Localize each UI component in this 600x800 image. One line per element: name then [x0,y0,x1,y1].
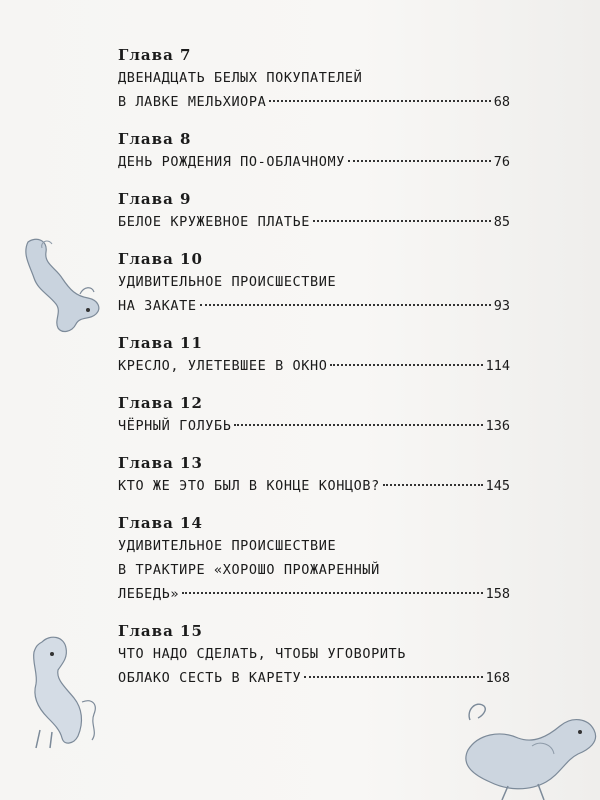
chapter-title-line: ДВЕНАДЦАТЬ БЕЛЫХ ПОКУПАТЕЛЕЙ [118,70,363,86]
chapter-title-line: УДИВИТЕЛЬНОЕ ПРОИСШЕСТВИЕ [118,538,337,554]
page-number: 76 [493,154,510,170]
page-number: 145 [485,478,510,494]
chapter-label: Глава 12 [118,394,203,412]
toc-chapter-11 [118,332,510,378]
toc-entry[interactable] [118,150,510,174]
chapter-label: Глава 13 [118,454,203,472]
toc-entry[interactable] [118,474,510,498]
toc-chapter-13 [118,452,510,498]
page-number: 85 [493,214,510,230]
chapter-title-line: УДИВИТЕЛЬНОЕ ПРОИСШЕСТВИЕ [118,274,337,290]
page-number: 68 [493,94,510,110]
toc-entry[interactable] [118,414,510,438]
poodle-illustration-left-lower [22,632,108,750]
page-number: 93 [493,298,510,314]
chapter-label: Глава 7 [118,46,192,64]
chapter-title-last-line: ЧЁРНЫЙ ГОЛУБЬ [118,418,232,434]
toc-chapter-10 [118,248,510,318]
toc-chapter-9 [118,188,510,234]
chapter-label: Глава 15 [118,622,203,640]
dot-leader [313,220,491,222]
toc-entry[interactable] [118,354,510,378]
dot-leader [348,160,491,162]
dot-leader [383,484,483,486]
toc-entry[interactable] [118,294,510,318]
chapter-label: Глава 14 [118,514,203,532]
chapter-label: Глава 8 [118,130,192,148]
page-number: 136 [485,418,510,434]
page-number: 158 [485,586,510,602]
page-number: 168 [485,670,510,686]
dot-leader [234,424,482,426]
chapter-title-line: ЧТО НАДО СДЕЛАТЬ, ЧТОБЫ УГОВОРИТЬ [118,646,407,662]
chapter-title-last-line: КТО ЖЕ ЭТО БЫЛ В КОНЦЕ КОНЦОВ? [118,478,380,494]
chapter-title-last-line: НА ЗАКАТЕ [118,298,197,314]
table-of-contents [118,44,510,690]
page-number: 114 [485,358,510,374]
chapter-title-last-line: ЛЕБЕДЬ» [118,586,180,602]
toc-chapter-7 [118,44,510,114]
toc-entry[interactable] [118,666,510,690]
chapter-label: Глава 10 [118,250,203,268]
toc-chapter-12 [118,392,510,438]
toc-entry[interactable] [118,90,510,114]
toc-chapter-15 [118,620,510,690]
toc-entry[interactable] [118,210,510,234]
chapter-title-last-line: ОБЛАКО СЕСТЬ В КАРЕТУ [118,670,302,686]
toc-chapter-8 [118,128,510,174]
chapter-title-last-line: КРЕСЛО, УЛЕТЕВШЕЕ В ОКНО [118,358,328,374]
dot-leader [269,100,490,102]
dot-leader [200,304,491,306]
chapter-title-last-line: БЕЛОЕ КРУЖЕВНОЕ ПЛАТЬЕ [118,214,311,230]
chapter-title-last-line: ДЕНЬ РОЖДЕНИЯ ПО-ОБЛАЧНОМУ [118,154,345,170]
poodle-illustration-left-upper [18,234,110,338]
chapter-title-line: В ТРАКТИРЕ «ХОРОШО ПРОЖАРЕННЫЙ [118,562,380,578]
chapter-title-last-line: В ЛАВКЕ МЕЛЬХИОРА [118,94,267,110]
toc-entry[interactable] [118,582,510,606]
dot-leader [182,592,483,594]
dot-leader [304,676,482,678]
toc-chapter-14 [118,512,510,606]
dot-leader [330,364,482,366]
poodle-illustration-bottom-right [448,690,600,800]
chapter-label: Глава 9 [118,190,192,208]
chapter-label: Глава 11 [118,334,203,352]
